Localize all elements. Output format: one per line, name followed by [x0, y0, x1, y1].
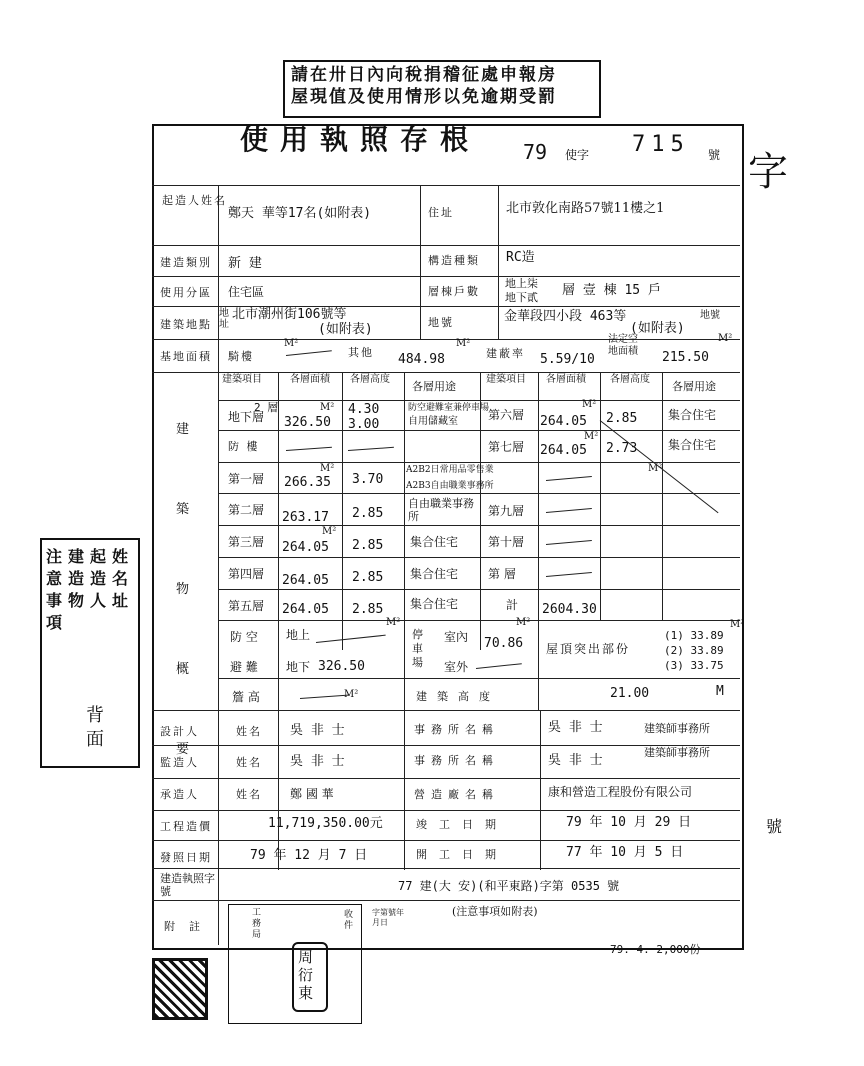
shelter-underground: 地下 [286, 660, 311, 674]
rule [218, 185, 219, 945]
rule [152, 810, 740, 811]
designer-office: 吳 非 士 [548, 720, 603, 735]
floor-7-label: 第七層 [488, 440, 525, 454]
issue-label: 發照日期 [160, 851, 212, 864]
builder-label: 起造人姓名 [162, 194, 227, 207]
floor-3-use: 集合住宅 [410, 535, 459, 549]
issue-date: 79 年 12 月 7 日 [250, 848, 368, 863]
floors-label: 層棟戶數 [428, 285, 480, 298]
floor-2-area: 263.17 [282, 510, 329, 525]
other-label: 其他 [348, 346, 374, 359]
arcade-row-label: 防 樓 [228, 440, 260, 453]
stamp-vertical-text: 字第號年月日 [372, 908, 404, 927]
designer-name: 吳 非 士 [290, 723, 345, 738]
side-col-3: 建造物 [68, 547, 85, 610]
floors-below: 地下貳 [505, 291, 538, 304]
build-type: 新 建 [228, 256, 262, 271]
rule [662, 372, 663, 620]
height-label: 建築高度 [416, 690, 500, 703]
unit-mark: M² [386, 617, 401, 628]
firm-label: 營造廠名稱 [414, 788, 499, 801]
height-value: 21.00 [610, 686, 650, 701]
head-height: 各層高度 [350, 374, 390, 385]
building-summary-label: 建築物概要 [176, 422, 190, 757]
designer-label: 設計人 [160, 725, 199, 738]
start-date: 77 年 10 月 5 日 [566, 845, 684, 860]
floor-4-label: 第四層 [228, 567, 265, 581]
lot-label: 地號 [428, 316, 454, 329]
permit-label: 建造執照字號 [160, 872, 215, 898]
roof-2: (2) 33.89 [664, 644, 724, 657]
shelter-ground: 地上 [286, 628, 311, 642]
head-item: 建築項目 [222, 374, 262, 385]
floor-4-use: 集合住宅 [410, 567, 459, 581]
rule [152, 778, 740, 779]
unit-mark: M² [456, 338, 471, 349]
unit-mark: M² [730, 619, 745, 630]
floor-2-use: 自由職業事務所 [408, 497, 474, 523]
floor-1-label: 第一層 [228, 472, 265, 486]
rule [404, 372, 405, 710]
side-col-2: 起造人 [90, 547, 107, 610]
contractor-label: 承造人 [160, 788, 199, 801]
rule [152, 710, 740, 711]
roof-1: (1) 33.89 [664, 629, 724, 642]
unit-mark: M² [284, 338, 299, 349]
floor-7-height: 2.73 [606, 441, 638, 456]
address-label: 住址 [428, 206, 454, 219]
supervisor-name: 吳 非 士 [290, 754, 345, 769]
coverage-value: 5.59/10 [540, 352, 595, 367]
notice-line-1: 請在卅日內向稅捐稽征處申報房 [291, 65, 557, 85]
type-label: 建造類別 [160, 256, 212, 269]
site-label: 建築地點 [160, 318, 212, 331]
side-col-4: 注意事項 [46, 547, 63, 632]
head-height-2: 各層高度 [610, 374, 650, 385]
head-area-2: 各層面積 [546, 374, 586, 385]
start-label: 開工日期 [416, 848, 508, 861]
floor-5-label: 第五層 [228, 599, 265, 613]
stamp-small-1: 工務局 [252, 908, 262, 940]
floor-3-height: 2.85 [352, 538, 384, 553]
rule [218, 678, 740, 679]
supervisor-office-suffix: 建築師事務所 [644, 746, 710, 759]
floor-6-area: 264.05 [540, 414, 587, 429]
rule [404, 710, 405, 870]
floor-6-height: 2.85 [606, 411, 638, 426]
permit-word: 使字 [565, 148, 590, 162]
rule [152, 276, 740, 277]
roof-3: (3) 33.75 [664, 659, 724, 672]
rule [152, 900, 740, 901]
rule [218, 620, 740, 621]
floor-blank-label: 第 層 [488, 567, 516, 581]
designer-office-label: 事務所名稱 [414, 723, 499, 736]
floor-b-height-2: 3.00 [348, 417, 380, 432]
contractor-name: 鄭 國 華 [290, 787, 334, 801]
floor-3-label: 第三層 [228, 535, 265, 549]
floor-4-area: 264.05 [282, 573, 329, 588]
floor-5-area: 264.05 [282, 602, 329, 617]
unit-mark: M² [648, 463, 663, 474]
parking-label: 停車場 [412, 628, 423, 669]
zone-label: 使用分區 [160, 286, 212, 299]
personal-seal-name: 周衍東 [298, 948, 314, 1002]
right-edge-suffix: 號 [766, 817, 783, 836]
unit-mark: M² [584, 431, 599, 442]
cost-label: 工程造價 [160, 820, 212, 833]
form-footer: 79. 4. 2,000份 [610, 943, 701, 956]
unit-mark: M² [516, 617, 531, 628]
cost-value: 11,719,350.00元 [268, 816, 383, 831]
permit-year: 79 [523, 140, 548, 164]
floor-b-height-1: 4.30 [348, 402, 380, 417]
rule [278, 372, 279, 710]
permit-suffix: 號 [708, 148, 721, 162]
floor-3-area: 264.05 [282, 540, 329, 555]
complete-date: 79 年 10 月 29 日 [566, 815, 692, 830]
height-unit: M [716, 684, 724, 699]
right-edge-char: 字 [748, 149, 788, 195]
builder-name: 鄭天 華等17名(如附表) [228, 206, 372, 221]
firm-name: 康和營造工程股份有限公司 [548, 785, 693, 799]
floor-9-label: 第九層 [488, 504, 525, 518]
shelter-label-b: 避 難 [230, 660, 258, 674]
floor-2-label: 第二層 [228, 503, 265, 517]
floor-1-use-1: A2B2日常用品零售業 [406, 465, 494, 475]
total-area: 2604.30 [542, 602, 597, 617]
floor-10-label: 第十層 [488, 535, 525, 549]
designer-name-label: 姓名 [236, 725, 262, 738]
unit-mark: M² [322, 526, 337, 537]
other-area: 484.98 [398, 352, 445, 367]
total-label: 計 [506, 598, 519, 612]
floor-6-use: 集合住宅 [668, 408, 717, 422]
stamp-small-2: 收件 [344, 910, 354, 931]
open-space-value: 215.50 [662, 350, 709, 365]
parking-indoor-value: 70.86 [484, 636, 524, 651]
lot-note: (如附表) [630, 321, 685, 336]
floor-b-area: 326.50 [284, 415, 331, 430]
floor-5-height: 2.85 [352, 602, 384, 617]
rule [152, 372, 740, 373]
permit-ref: 77 建(大 安)(和平東路)字第 0535 號 [398, 879, 620, 893]
floor-5-use: 集合住宅 [410, 597, 459, 611]
floors-above: 地上柒 [505, 277, 538, 290]
unit-mark: M² [344, 689, 359, 700]
floor-1-area: 266.35 [284, 475, 331, 490]
rule [600, 372, 601, 620]
parking-outdoor: 室外 [444, 660, 469, 674]
supervisor-label: 監造人 [160, 756, 199, 769]
official-seal-icon [152, 958, 208, 1020]
notice-ref: (注意事項如附表) [452, 905, 538, 918]
head-use-2: 各層用途 [672, 380, 716, 393]
notice-box [283, 60, 601, 118]
lot-number: 金華段四小段 463等 [504, 309, 627, 324]
site-address: 北市潮州街106號等 [232, 307, 347, 322]
rule [152, 840, 740, 841]
builder-address: 北市敦化南路57號11樓之1 [506, 201, 665, 216]
lot-suffix: 地號 [700, 310, 720, 321]
rule [342, 372, 343, 650]
unit-mark: M² [582, 399, 597, 410]
rule [152, 245, 740, 246]
rule [152, 339, 740, 340]
site-note: (如附表) [318, 322, 373, 337]
supervisor-name-label: 姓名 [236, 756, 262, 769]
floor-2-height: 2.85 [352, 506, 384, 521]
floor-1-height: 3.70 [352, 472, 384, 487]
head-area: 各層面積 [290, 374, 330, 385]
remark-label: 附註 [164, 920, 214, 933]
floor-b-use-1: 防空避難室兼停車場 [408, 403, 490, 413]
floors-text: 層 壹 棟 15 戶 [562, 283, 661, 298]
arcade-label: 騎樓 [228, 350, 254, 363]
rule [152, 185, 740, 186]
floor-7-use: 集合住宅 [668, 438, 717, 452]
floor-7-area: 264.05 [540, 443, 587, 458]
roof-label: 屋頂突出部份 [546, 642, 631, 656]
complete-label: 竣工日期 [416, 818, 508, 831]
rule [538, 372, 539, 710]
zone-value: 住宅區 [228, 285, 265, 299]
form-title: 使用執照存根 [240, 123, 481, 156]
unit-mark: M² [320, 402, 335, 413]
rule [540, 710, 541, 870]
open-space-label: 法定空地面積 [608, 334, 638, 357]
area-label: 基地面積 [160, 350, 212, 363]
floor-4-height: 2.85 [352, 570, 384, 585]
unit-mark: M² [320, 463, 335, 474]
structure-label: 構造種類 [428, 254, 480, 267]
contractor-name-label: 姓名 [236, 788, 262, 801]
supervisor-office-label: 事務所名稱 [414, 754, 499, 767]
floor-1-use-2: A2B3自由職業事務所 [406, 481, 494, 491]
parking-indoor: 室內 [444, 630, 469, 644]
eave-label: 簷 高 [232, 690, 260, 704]
shelter-underground-value: 326.50 [318, 659, 365, 674]
floor-6-label: 第六層 [488, 408, 525, 422]
floor-b-use-2: 自用儲藏室 [408, 416, 458, 427]
unit-mark: M² [718, 333, 733, 344]
notice-line-2: 屋現值及使用情形以免逾期受罰 [291, 87, 557, 107]
floor-b-label: 地下層 [228, 410, 265, 424]
head-item-2: 建築項目 [486, 374, 526, 385]
rule [278, 710, 279, 870]
supervisor-office: 吳 非 士 [548, 753, 603, 768]
head-use: 各層用途 [412, 380, 456, 393]
designer-office-suffix: 建築師事務所 [644, 722, 710, 735]
coverage-label: 建蔽率 [486, 347, 525, 360]
side-back-text: 背面 [86, 705, 104, 750]
side-col-1: 姓名址 [112, 547, 129, 610]
floor-b-count: 2 層 [254, 401, 279, 414]
site-sub-label: 地址 [219, 308, 229, 330]
structure-value: RC造 [506, 250, 535, 265]
rule [152, 868, 740, 869]
rule [420, 185, 421, 339]
rule [498, 185, 499, 339]
shelter-label-a: 防 空 [230, 630, 258, 644]
permit-number: 715 [632, 132, 690, 157]
